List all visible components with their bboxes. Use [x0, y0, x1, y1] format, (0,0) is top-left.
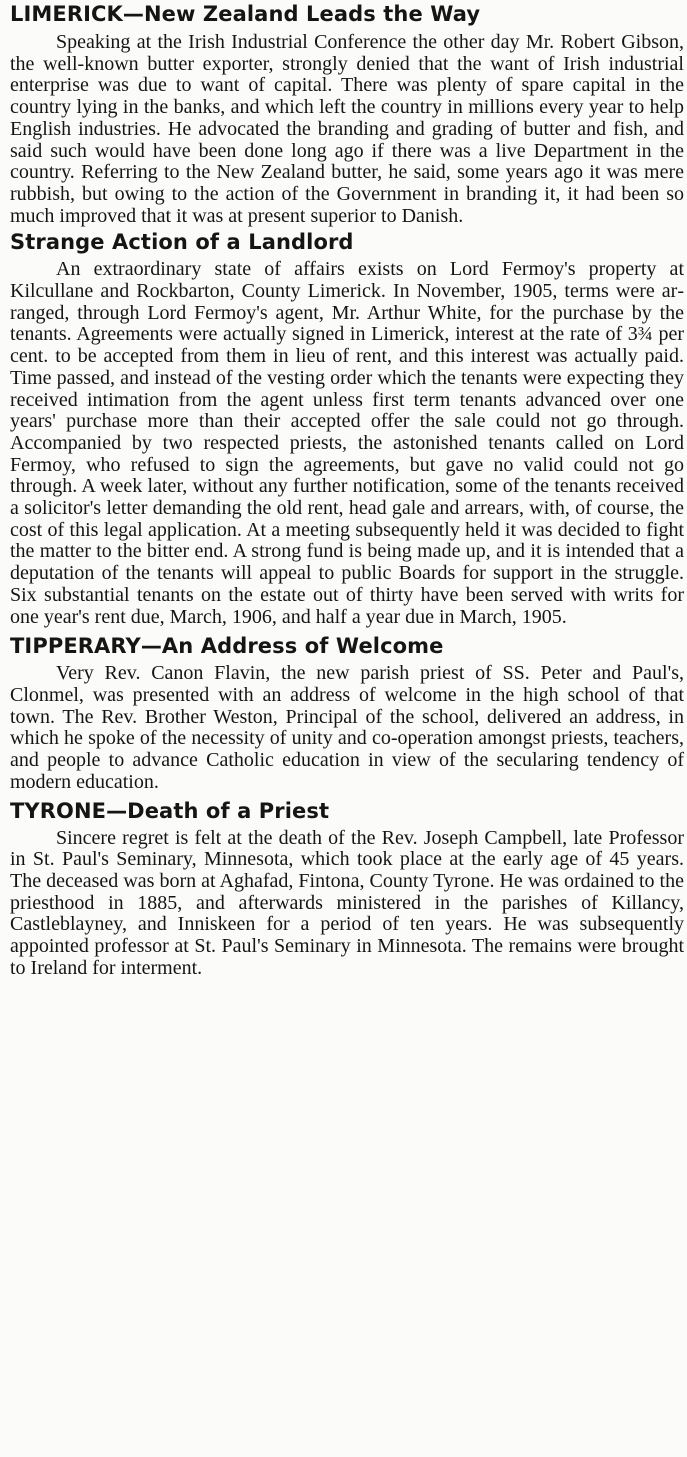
article-body-tipperary: Very Rev. Canon Flavin, the new parish priest of SS. Peter and Paul's, Clonmel, was presented with an address of welcome in the high school of that town. The Rev. Brother Weston, Principal of the school, delivered an address, in which he spoke of the necessity of unity and co-operation amongst priests, teachers, and people to advance Catholic education in view of the secularing tendency of modern education. — [10, 662, 684, 793]
article-landlord — [10, 228, 684, 628]
article-body-tyrone: Sincere regret is felt at the death of the Rev. Joseph Campbell, late Professor in St. Paul's Seminary, Minnesota, which took place at the early age of 45 years. The deceased was born at Aghafad, Fintona, County Tyrone. He was ordained to the priesthood in 1885, and afterwards ministered in the parishes of Killancy, Castleblayney, and Inniskeen for a period of ten years. He was subsequently appointed professor at St. Paul's Seminary in Minnesota. The remains were brought to Ireland for interment. — [10, 826, 684, 979]
article-body-limerick: Speaking at the Irish Industrial Conference the other day Mr. Robert Gibson, the well-known butter exporter, strongly denied that the want of Irish industrial enterprise was due to want of capital. There was plenty of spare capital in the country lying in the banks, and which left the country in millions every year to help English industries. He advocated the branding and grading of butter and fish, and said such would have been done long ago if there was a live Department in the country. Referring to the New Zealand butter, he said, some years ago it was mere rubbish, but owing to the action of the Government in branding it, it had been so much improved that it was at present superior to Danish. — [10, 31, 684, 227]
article-limerick — [10, 0, 684, 227]
headline-landlord: Strange Action of a Landlord — [10, 230, 354, 255]
article-tyrone — [10, 797, 684, 980]
headline-tyrone: TYRONE—Death of a Priest — [10, 798, 330, 823]
headline-tipperary: TIPPERARY—An Address of Welcome — [10, 634, 444, 659]
article-tipperary — [10, 632, 684, 793]
article-body-landlord: An extraordinary state of affairs exists on Lord Fermoy's property at Kilcullane and Rockbarton, County Limerick. In November, 1905, terms were arranged, through Lord Fermoy's agent, Mr. Arthur White, for the purchase by the tenants. Agreements were actually signed in Limerick, interest at the rate of 3¾ per cent. to be accepted from them in lieu of rent, and this interest was actually paid. Time passed, and instead of the vesting order which the tenants were expecting they received intimation from the agent unless first term tenants advanced over one years' purchase more than their accepted offer the sale could not go through. Accompanied by two respected priests, the astonished tenants called on Lord Fermoy, who refused to sign the agreements, but gave no valid could not go through. A week later, without any further notification, some of the tenants received a solicitor's letter demanding the old rent, head gale and arrears, with, of course, the cost of this legal application. At a meeting subsequently held it was decided to fight the matter to the bitter end. A strong fund is being made up, and it is intended that a deputation of the tenants will appeal to public Boards for support in the struggle. Six substantial tenants on the estate out of thirty have been served with writs for one year's rent due, March, 1906, and half a year due in March, 1905. — [10, 258, 684, 628]
headline-limerick: LIMERICK—New Zealand Leads the Way — [10, 2, 481, 26]
